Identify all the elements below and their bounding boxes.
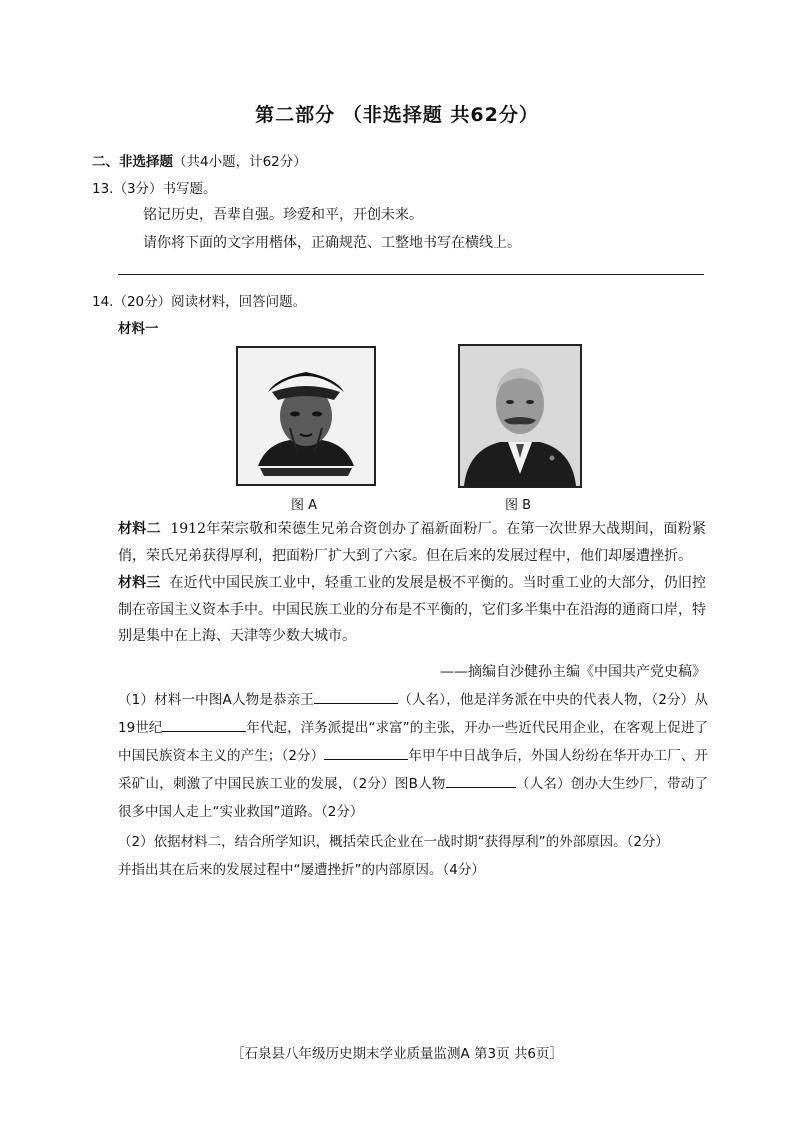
material1-label: 材料一 xyxy=(118,321,159,337)
blank-decade[interactable] xyxy=(162,716,246,732)
blank-year[interactable] xyxy=(324,744,408,760)
section-heading-label: 二、非选择题 xyxy=(92,154,173,170)
section-heading xyxy=(92,150,307,170)
figure-a-portrait xyxy=(236,346,376,486)
section-heading-note: （共4小题，计62分） xyxy=(173,154,307,170)
blank-figure-b-name[interactable] xyxy=(446,772,516,788)
material3-text: 在近代中国民族工业中，轻重工业的发展是极不平衡的。当时重工业的大部分，仍旧控制在帝国主义资本手中。中国民族工业的分布是不平衡的，它们多半集中在沿海的通商口岸，特别是集中在上海、天津等少数大城市。 xyxy=(118,575,707,644)
sub2-line-2: 并指出其在后来的发展过程中“屡遭挫折”的内部原因。（4分） xyxy=(118,862,485,878)
sub2-line-1: （2）依据材料二，结合所学知识，概括荣氏企业在一战时期“获得厚利”的外部原因。（2分） xyxy=(118,834,669,850)
sub1-text-2: （人名），他是洋务派在中央的代表人物，（2分）从19世纪 xyxy=(118,692,708,736)
page-footer: ［石泉县八年级历史期末学业质量监测A 第3页 共6页］ xyxy=(231,1046,563,1062)
q13-writing-line[interactable] xyxy=(118,274,704,275)
q14-sub2 xyxy=(118,828,669,884)
material2-paragraph xyxy=(118,516,706,569)
sub1-text-4: 年甲午中日战争后，外国人纷纷在华开办工厂、开采矿山，刺激了中国民族工业的发展，（2分）图B人物 xyxy=(118,748,709,792)
q13-instruction: 请你将下面的文字用楷体，正确规范、工整地书写在横线上。 xyxy=(143,235,521,251)
material-source: ——摘编自沙健孙主编《中国共产党史稿》 xyxy=(440,664,706,680)
q13-quote: 铭记历史，吾辈自强。珍爱和平，开创未来。 xyxy=(143,207,423,223)
material3-label: 材料三 xyxy=(118,575,161,591)
material2-text: 1912年荣宗敬和荣德生兄弟合资创办了福新面粉厂。在第一次世界大战期间，面粉紧俏，荣氏兄弟获得厚利，把面粉厂扩大到了六家。但在后来的发展过程中，他们却屡遭挫折。 xyxy=(118,521,706,564)
page-title: 第二部分 （非选择题 共62分） xyxy=(255,104,539,126)
material2-label: 材料二 xyxy=(118,521,161,537)
sub1-text-5: （人名）创办大生纱厂，带动了很多中国人走上“实业救国”道路。（2分） xyxy=(118,776,708,820)
q13-head: 13.（3分）书写题。 xyxy=(92,181,217,197)
blank-gongqinwang-name[interactable] xyxy=(314,688,398,704)
q14-sub1 xyxy=(118,686,708,826)
material3-paragraph xyxy=(118,570,706,650)
figure-a-caption: 图 A xyxy=(290,498,318,513)
sub1-text-3: 年代起，洋务派提出“求富”的主张，开办一些近代民用企业，在客观上促进了中国民族资本主义的产生；（2分） xyxy=(118,720,708,764)
sub1-text-1: （1）材料一中图A人物是恭亲王 xyxy=(118,692,315,708)
figure-b-portrait xyxy=(458,344,582,488)
figure-b-caption: 图 B xyxy=(504,498,532,513)
man-in-suit-portrait-icon xyxy=(460,346,580,486)
qing-official-portrait-icon xyxy=(238,348,374,484)
q14-head: 14.（20分）阅读材料，回答问题。 xyxy=(92,294,307,310)
